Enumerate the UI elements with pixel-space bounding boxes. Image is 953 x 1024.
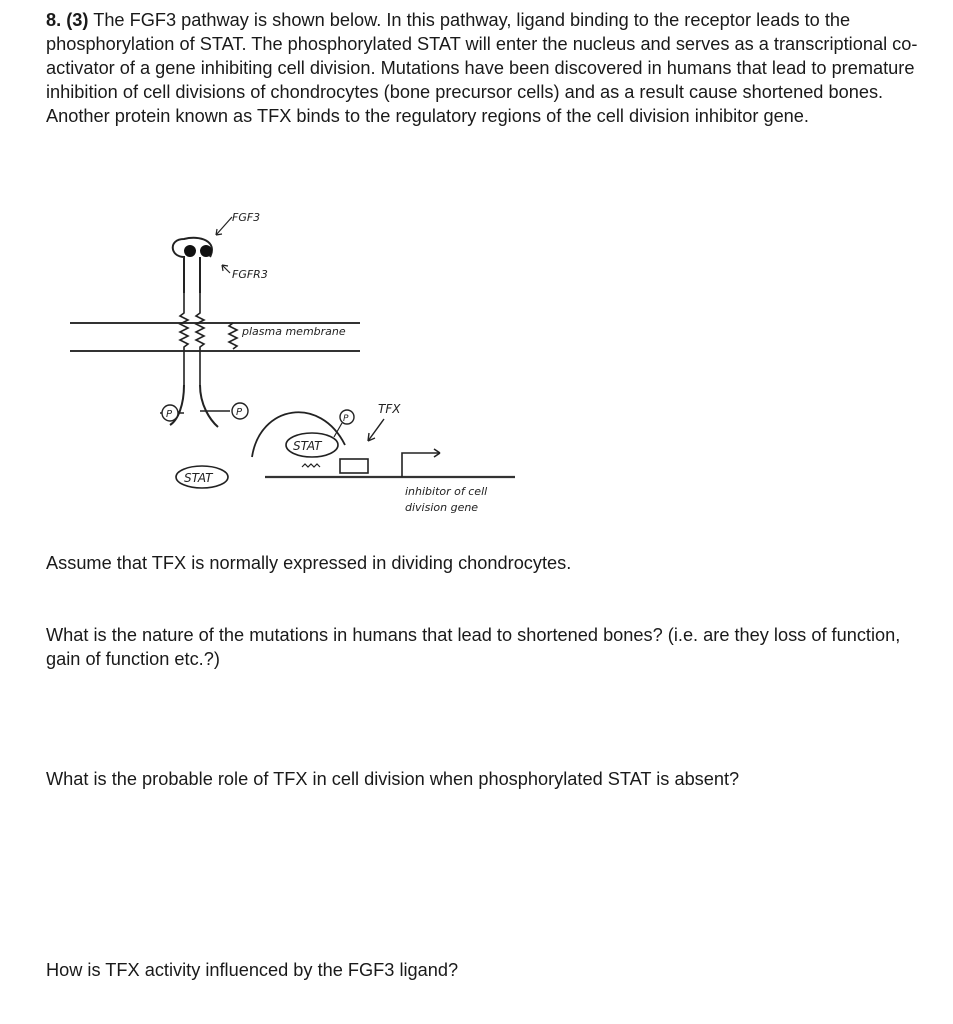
stat-phospho-label: P: [343, 414, 349, 424]
receptor-transmembrane-left: [180, 293, 188, 385]
receptor-label: FGFR3: [232, 268, 268, 281]
question-2: What is the probable role of TFX in cell division when phosphorylated STAT is absent?: [46, 769, 740, 789]
phospho-right-label: P: [236, 407, 243, 418]
stat-cytoplasmic-label: STAT: [184, 471, 213, 485]
question-paragraph: [46, 8, 926, 104]
ligand-label: FGF3: [232, 211, 261, 224]
stat-dna-squiggle: [302, 464, 320, 467]
membrane-squiggle: [229, 323, 237, 349]
fgf3-pathway-diagram: [60, 195, 520, 535]
tfx-label: TFX: [378, 402, 401, 416]
gene-label-line1: inhibitor of cell: [405, 485, 488, 498]
gene-label-line2: division gene: [405, 501, 479, 514]
question-points: (3): [66, 10, 89, 30]
receptor-transmembrane-right: [196, 293, 204, 385]
tfx-arrow: [368, 419, 384, 441]
question-intro-text: The FGF3 pathway is shown below. In this pathway, ligand binding to the receptor leads to the phosphorylation of STAT. The phosphorylated STAT will enter the nucleus and serves as a transcriptional co-activator of a gene inhibiting cell division. Mutations have been discovered in humans that lead to premature inhibition of cell divisions of chondrocytes (bone precursor cells) and as a result cause shortened bones.: [46, 10, 918, 102]
assumption-text: Assume that TFX is normally expressed in dividing chondrocytes.: [46, 553, 572, 573]
ligand-dot-left: [184, 245, 196, 257]
ligand-dot-right: [200, 245, 212, 257]
question-intro: [46, 8, 926, 128]
receptor-tail-right: [200, 385, 218, 427]
stat-nuclear-label: STAT: [293, 439, 322, 453]
regulatory-region-box: [340, 459, 368, 473]
phospho-left-label: P: [166, 409, 173, 420]
question-3: How is TFX activity influenced by the FGF3 ligand?: [46, 960, 459, 980]
question-number: 8.: [46, 10, 62, 30]
tfx-sentence: Another protein known as TFX binds to the regulatory regions of the cell division inhibitor gene.: [46, 106, 809, 126]
membrane-label: plasma membrane: [242, 325, 346, 338]
question-1: What is the nature of the mutations in humans that lead to shortened bones? (i.e. are they loss of function, gain of function etc.?): [46, 625, 901, 669]
ligand-arrow: [216, 217, 232, 235]
